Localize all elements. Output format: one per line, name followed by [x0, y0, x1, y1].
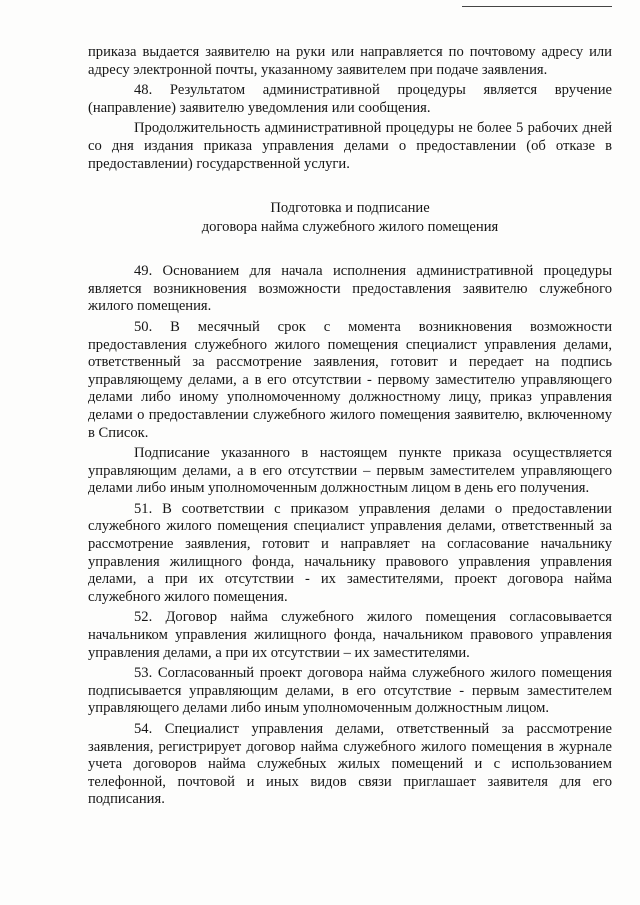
paragraph-duration: Продолжительность административной процедуры не более 5 рабочих дней со дня издания приказа управления делами о предоставлении (об отказе в предоставлении) государственной услуги.: [88, 120, 612, 172]
paragraph-51: 51. В соответствии с приказом управления делами о предоставлении служебного жилого помещения специалист управления делами, ответственный за рассмотрение заявления, готовит и направляет на согласование начальнику управления жилищного фонда, начальнику правового управления управления делами, а при их отсутствии - их заместителями, проект договора найма служебного жилого помещения.: [88, 500, 612, 605]
document-body: [88, 44, 612, 812]
paragraph-50: 50. В месячный срок с момента возникновения возможности предоставления служебного жилого помещения специалист управления делами, ответственный за рассмотрение заявления, готовит и передает на подпись управляющему делами, а в его отсутствии - первому заместителю управляющего делами либо иному уполномоченному должностному лицу, приказ управления делами о предоставлении служебного жилого помещения заявителю, включенному в Список.: [88, 318, 612, 441]
section-heading-line-1: Подготовка и подписание: [270, 200, 430, 217]
paragraph-54: 54. Специалист управления делами, ответственный за рассмотрение заявления, регистрирует договор найма служебного жилого помещения в журнале учета договоров найма служебных жилых помещений и с использованием телефонной, почтовой и иных видов связи приглашает заявителя для его подписания.: [88, 721, 612, 808]
scan-edge-line: [462, 6, 612, 7]
section-heading-line-2: договора найма служебного жилого помещения: [201, 219, 499, 236]
paragraph-continuation: приказа выдается заявителю на руки или направляется по почтовому адресу или адресу электронной почты, указанному заявителем при подаче заявления.: [88, 44, 612, 78]
paragraph-52: 52. Договор найма служебного жилого помещения согласовывается начальником управления жилищного фонда, начальником правового управления управления делами, а при их отсутствии – их заместителями.: [88, 609, 612, 661]
paragraph-53: 53. Согласованный проект договора найма служебного жилого помещения подписывается управляющим делами, в его отсутствие - первым заместителем управляющего делами либо иным уполномоченным должностным лицом.: [88, 665, 612, 717]
section-heading: [88, 199, 612, 237]
paragraph-50-signing: Подписание указанного в настоящем пункте приказа осуществляется управляющим делами, а в его отсутствии – первым заместителем управляющего делами либо иным уполномоченным должностным лицом в день его получения.: [88, 445, 612, 497]
paragraph-49: 49. Основанием для начала исполнения административной процедуры является возникновения возможности предоставления заявителю служебного жилого помещения.: [88, 263, 612, 315]
paragraph-48: 48. Результатом административной процедуры является вручение (направление) заявителю уведомления или сообщения.: [88, 82, 612, 116]
